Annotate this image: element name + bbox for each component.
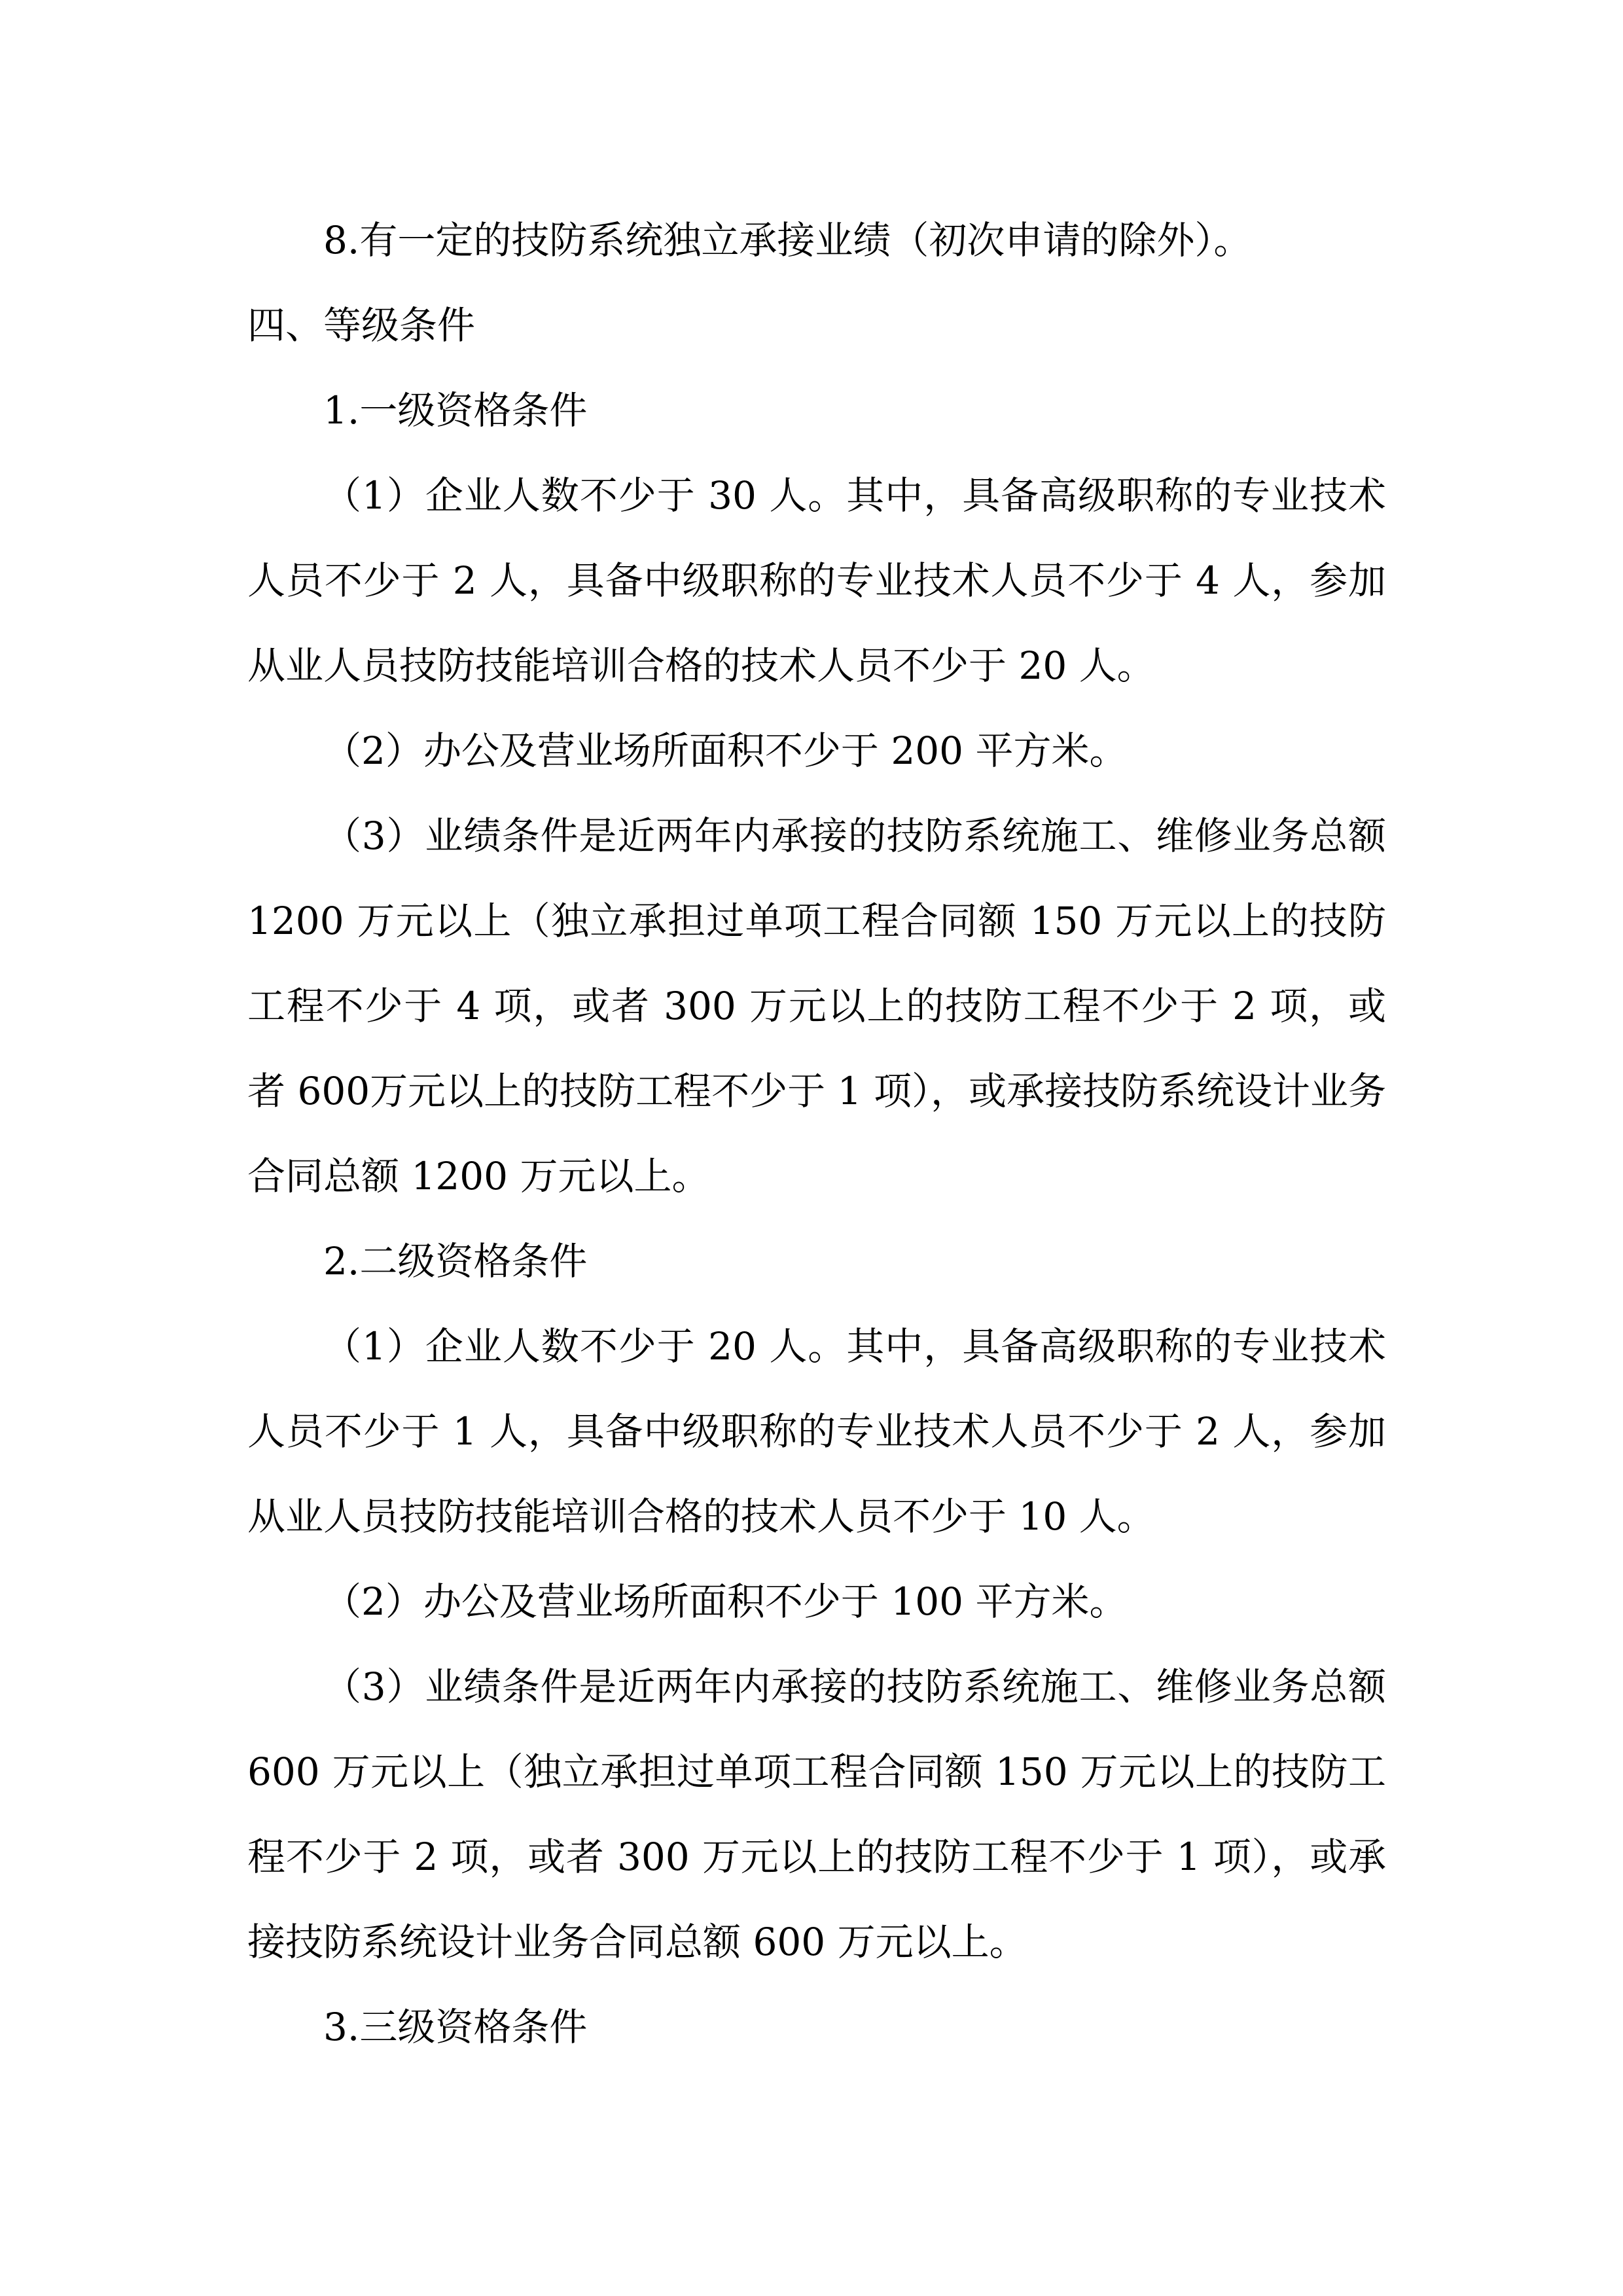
level-2-condition-3: （3）业绩条件是近两年内承接的技防系统施工、维修业务总额600 万元以上（独立承担过单项工程合同额 150 万元以上的技防工程不少于 2 项，或者 300 万元以上的技防工程不少于 1 项），或承接技防系统设计业务合同总额 600 万元以上。 [247, 1664, 1386, 1964]
level-2-condition-2: （2）办公及营业场所面积不少于 100 平方米。 [323, 1579, 1128, 1624]
level-2-condition-1: （1）企业人数不少于 20 人。其中，具备高级职称的专业技术人员不少于 1 人，具备中级职称的专业技术人员不少于 2 人，参加从业人员技防技能培训合格的技术人员不少于 10 人。 [247, 1324, 1386, 1539]
requirement-8: 8.有一定的技防系统独立承接业绩（初次申请的除外）。 [323, 218, 1252, 262]
section-heading-grade-conditions: 四、等级条件 [247, 303, 476, 348]
level-2-heading: 2.二级资格条件 [323, 1239, 588, 1283]
level-1-condition-1: （1）企业人数不少于 30 人。其中，具备高级职称的专业技术人员不少于 2 人，具备中级职称的专业技术人员不少于 4 人，参加从业人员技防技能培训合格的技术人员不少于 20 人。 [247, 473, 1386, 688]
level-1-heading: 1.一级资格条件 [323, 388, 588, 433]
level-1-condition-3: （3）业绩条件是近两年内承接的技防系统施工、维修业务总额1200 万元以上（独立承担过单项工程合同额 150 万元以上的技防工程不少于 4 项，或者 300 万元以上的技防工程不少于 2 项，或者 600万元以上的技防工程不少于 1 项），或承接技防系统设计业务合同总额 1200 万元以上。 [247, 814, 1386, 1198]
document-page [247, 198, 1386, 2070]
level-3-heading: 3.三级资格条件 [323, 2005, 588, 2049]
level-1-condition-2: （2）办公及营业场所面积不少于 200 平方米。 [323, 728, 1128, 773]
